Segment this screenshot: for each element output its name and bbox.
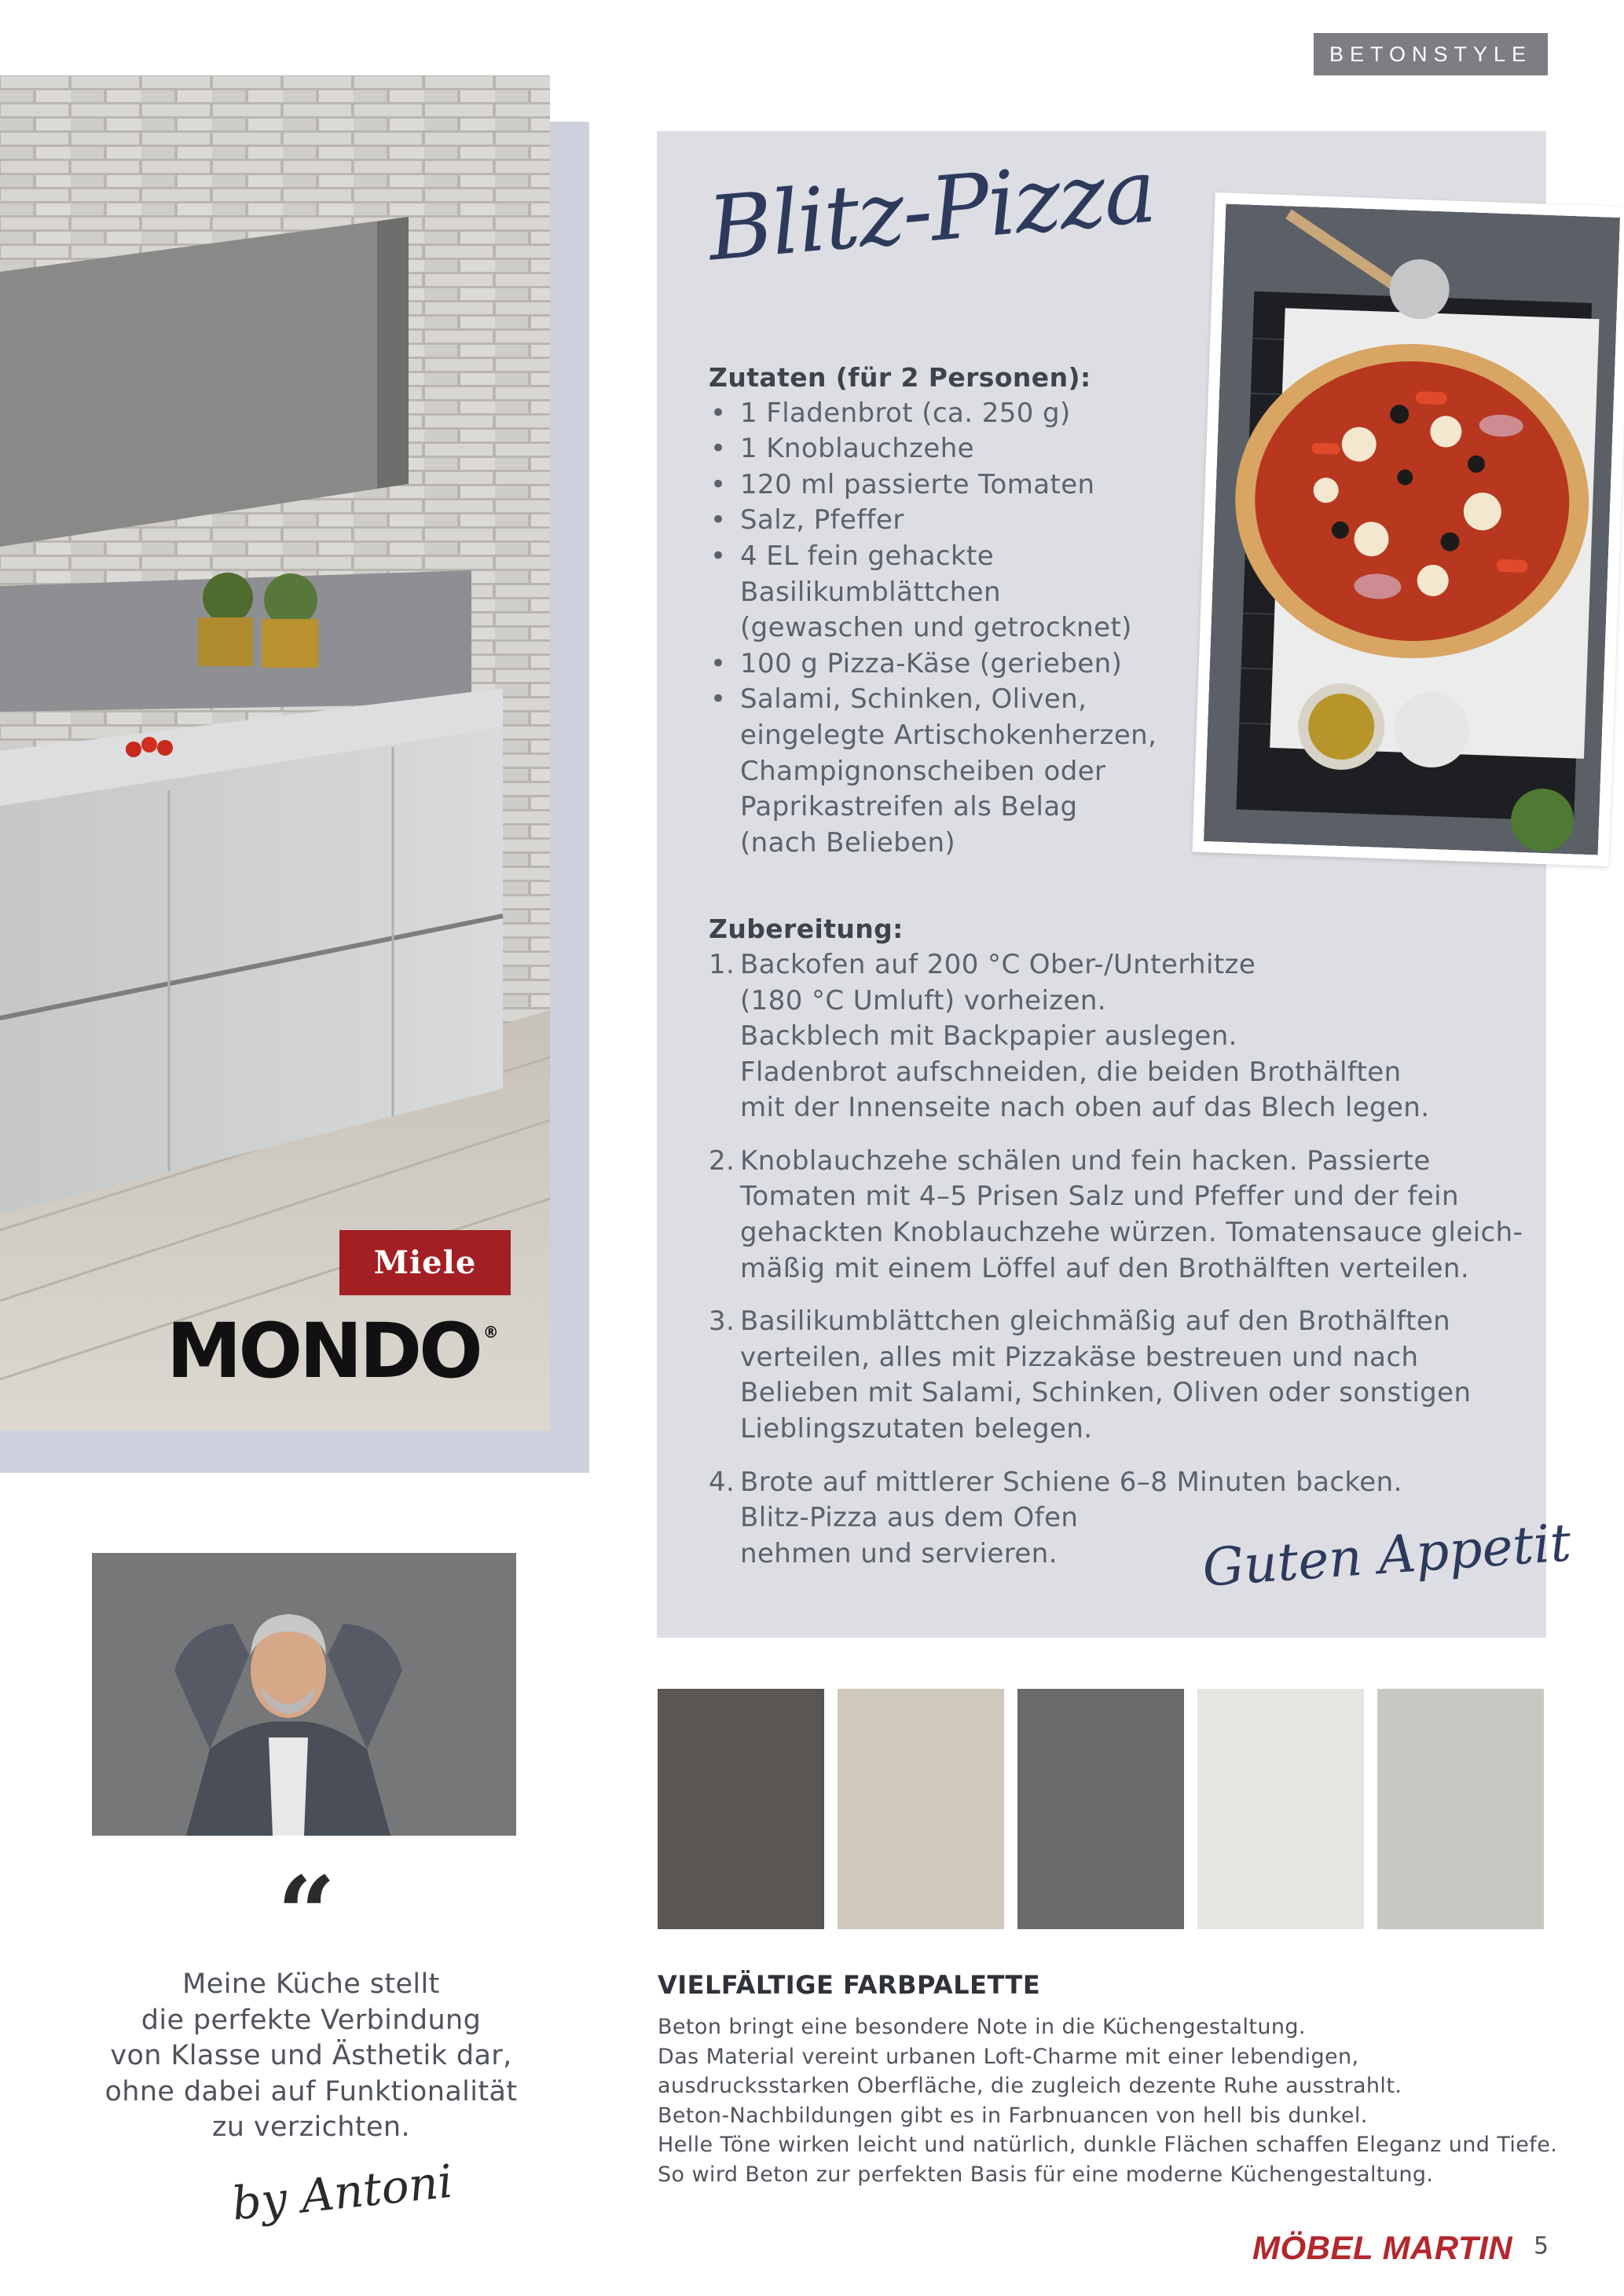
swatch-sand: [838, 1689, 1004, 1929]
step-number: 4.: [709, 1466, 735, 1498]
swatch-anthracite: [1017, 1689, 1184, 1929]
swatch-white: [1197, 1689, 1364, 1929]
ingredient-item: • 1 Fladenbrot (ca. 250 g): [709, 396, 1526, 432]
step-number: 2.: [709, 1144, 735, 1177]
palette-body: [658, 2012, 1558, 2189]
quote-mark-icon: “: [277, 1854, 336, 1974]
closing-script: Guten Appetit: [1201, 1512, 1573, 1598]
preparation-step: [709, 947, 1526, 1126]
preparation-step: [709, 1144, 1526, 1287]
color-swatches: [658, 1689, 1549, 1929]
preparation-step: [709, 1304, 1526, 1447]
palette-body-line: So wird Beton zur perfekten Basis für eine moderne Küchengestaltung.: [658, 2162, 1434, 2187]
ingredient-item: • 4 EL fein gehackte Basilikumblättchen (gewaschen und getrocknet): [709, 539, 1526, 646]
step-text: Knoblauchzehe schälen und fein hacken. Passierte Tomaten mit 4–5 Prisen Salz und Pfeffer und der fein gehackten Knoblauchzehe würzen. Tomatensauce gleich- mäßig mit einem Löffel auf den Brothälften verteilen.: [740, 1144, 1523, 1284]
page-number: 5: [1534, 2232, 1549, 2260]
step-text: Brote auf mittlerer Schiene 6–8 Minuten backen. Blitz-Pizza aus dem Ofen nehmen und servieren.: [740, 1466, 1402, 1569]
testimonial-quote: Meine Küche stellt die perfekte Verbindung von Klasse und Ästhetik dar, ohne dabei auf Funktionalität zu verzichten.: [104, 1968, 518, 2144]
testimonial-portrait: [92, 1553, 516, 1836]
miele-logo: Miele: [339, 1230, 511, 1295]
preparation-steps: [709, 947, 1526, 1573]
step-number: 3.: [709, 1305, 735, 1338]
palette-heading: VIELFÄLTIGE FARBPALETTE: [658, 1970, 1041, 2000]
ingredient-item: • Salz, Pfeffer: [709, 503, 1526, 539]
ingredient-item: • Salami, Schinken, Oliven, eingelegte Artischokenherzen, Champignonscheiben oder Paprikastreifen als Belag (nach Belieben): [709, 682, 1526, 861]
recipe-text: [709, 360, 1526, 1589]
section-tag: BETONSTYLE: [1314, 33, 1548, 75]
swatch-dark-brown: [658, 1689, 824, 1929]
step-number: 1.: [709, 948, 735, 980]
kitchen-photo: [0, 75, 550, 1430]
swatch-light-grey: [1377, 1689, 1544, 1929]
step-text: Backofen auf 200 °C Ober-/Unterhitze (180 °C Umluft) vorheizen. Backblech mit Backpapier auslegen. Fladenbrot aufschneiden, die beiden Brothälften mit der Innenseite nach oben auf das Blech legen.: [740, 948, 1430, 1124]
palette-body-line: Beton-Nachbildungen gibt es in Farbnuancen von hell bis dunkel.: [658, 2103, 1368, 2128]
mondo-logo: [167, 1307, 512, 1395]
palette-body-line: Helle Töne wirken leicht und natürlich, dunkle Flächen schaffen Eleganz und Tiefe.: [658, 2133, 1558, 2157]
mondo-logo-text: MONDO: [167, 1307, 480, 1395]
palette-body-line: Das Material vereint urbanen Loft-Charme mit einer lebendigen,: [658, 2044, 1359, 2069]
moebel-martin-logo: MÖBEL MARTIN: [1252, 2229, 1513, 2266]
palette-body-line: Beton bringt eine besondere Note in die Küchengestaltung.: [658, 2015, 1306, 2039]
registered-mark: ®: [482, 1323, 499, 1342]
testimonial-signature: by Antoni: [229, 2154, 456, 2231]
ingredient-item: • 120 ml passierte Tomaten: [709, 467, 1526, 504]
step-text: Basilikumblättchen gleichmäßig auf den Brothälften verteilen, alles mit Pizzakäse bestreuen und nach Belieben mit Salami, Schinken, Oliven oder sonstigen Lieblingszutaten belegen.: [740, 1305, 1472, 1445]
ingredient-item: • 1 Knoblauchzehe: [709, 431, 1526, 467]
ingredients-list: [709, 396, 1526, 862]
palette-body-line: ausdrucksstarken Oberfläche, die zugleich dezente Ruhe ausstrahlt.: [658, 2074, 1402, 2098]
recipe-title: Blitz-Pizza: [704, 140, 1159, 281]
ingredients-heading: Zutaten (für 2 Personen):: [709, 362, 1091, 393]
ingredient-item: • 100 g Pizza-Käse (gerieben): [709, 646, 1526, 683]
preparation-heading: Zubereitung:: [709, 914, 904, 945]
